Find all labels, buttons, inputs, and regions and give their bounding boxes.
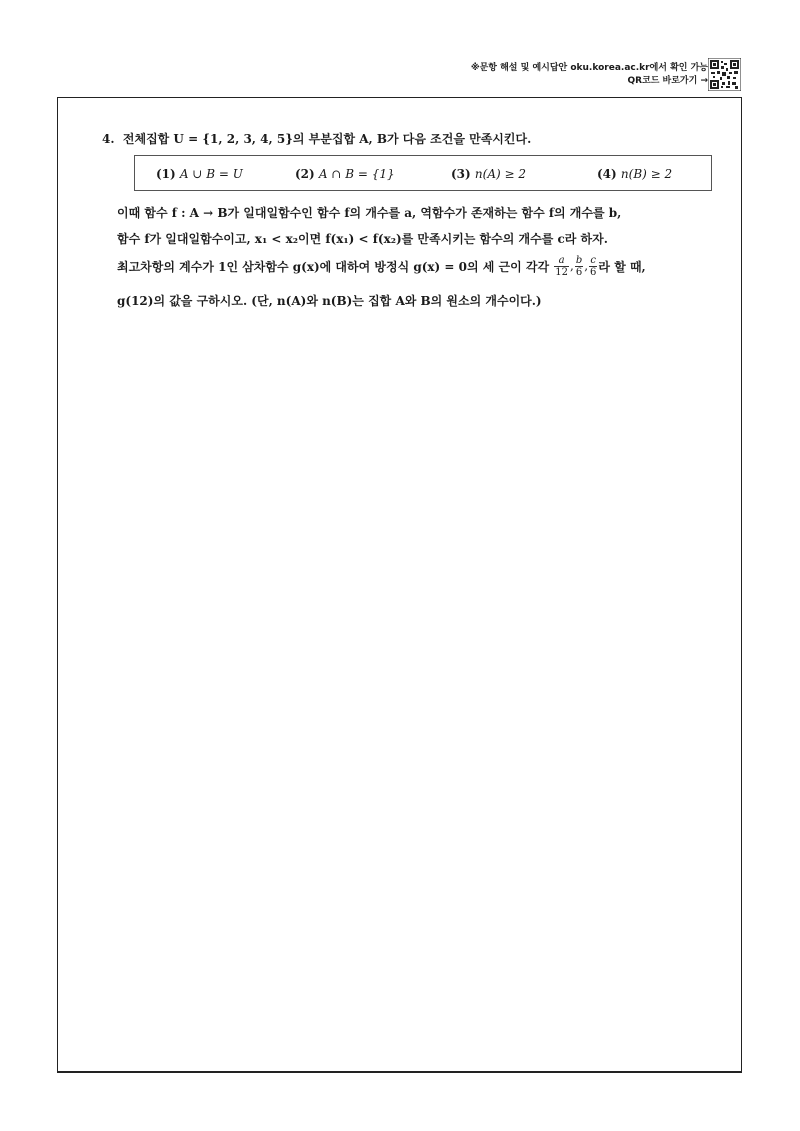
problem-line-4: g(12)의 값을 구하시오. (단, n(A)와 n(B)는 집합 A와 B의 원소의 개수이다.) — [117, 294, 542, 308]
qr-code-icon[interactable] — [708, 58, 741, 91]
problem-number: 4. — [102, 132, 115, 146]
condition-4: (4) n(B) ≥ 2 — [597, 167, 673, 181]
problem-line-3-post: 라 할 때, — [598, 259, 646, 274]
fraction-c-over-6: $\frac{c}{6}$ — [590, 254, 597, 278]
header-note-line2[interactable]: QR코드 바로가기 → — [627, 76, 708, 86]
condition-1: (1) A ∪ B = U — [156, 167, 243, 181]
condition-2: (2) A ∩ B = {1} — [295, 167, 395, 181]
conditions-box — [134, 155, 712, 191]
problem-statement — [102, 130, 531, 147]
header-note-line1: ※문항 해설 및 예시답안 oku.korea.ac.kr에서 확인 가능 — [470, 63, 708, 73]
problem-line-3: 최고차항의 계수가 1인 삼차함수 g(x)에 대하여 방정식 g(x) = 0의 세 근이 각각 $\frac{a}{12}$ , $\frac{b}{6}$ , $\frac{c}{6}$ 라 할 때, — [117, 254, 646, 278]
fraction-a-over-12: $\frac{a}{12}$ — [555, 254, 569, 278]
problem-line-2: 함수 f가 일대일함수이고, x₁ < x₂이면 f(x₁) < f(x₂)를 만족시키는 함수의 개수를 c라 하자. — [117, 232, 608, 246]
fraction-b-over-6: $\frac{b}{6}$ — [575, 254, 583, 278]
problem-line-1: 이때 함수 f : A → B가 일대일함수인 함수 f의 개수를 a, 역함수가 존재하는 함수 f의 개수를 b, — [117, 206, 622, 220]
problem-line-3-pre: 최고차항의 계수가 1인 삼차함수 g(x)에 대하여 방정식 g(x) = 0의 세 근이 각각 — [117, 259, 550, 274]
condition-3: (3) n(A) ≥ 2 — [451, 167, 526, 181]
header-note — [471, 62, 708, 88]
problem-statement-text: 전체집합 U = {1, 2, 3, 4, 5}의 부분집합 A, B가 다음 조건을 만족시킨다. — [122, 132, 532, 146]
